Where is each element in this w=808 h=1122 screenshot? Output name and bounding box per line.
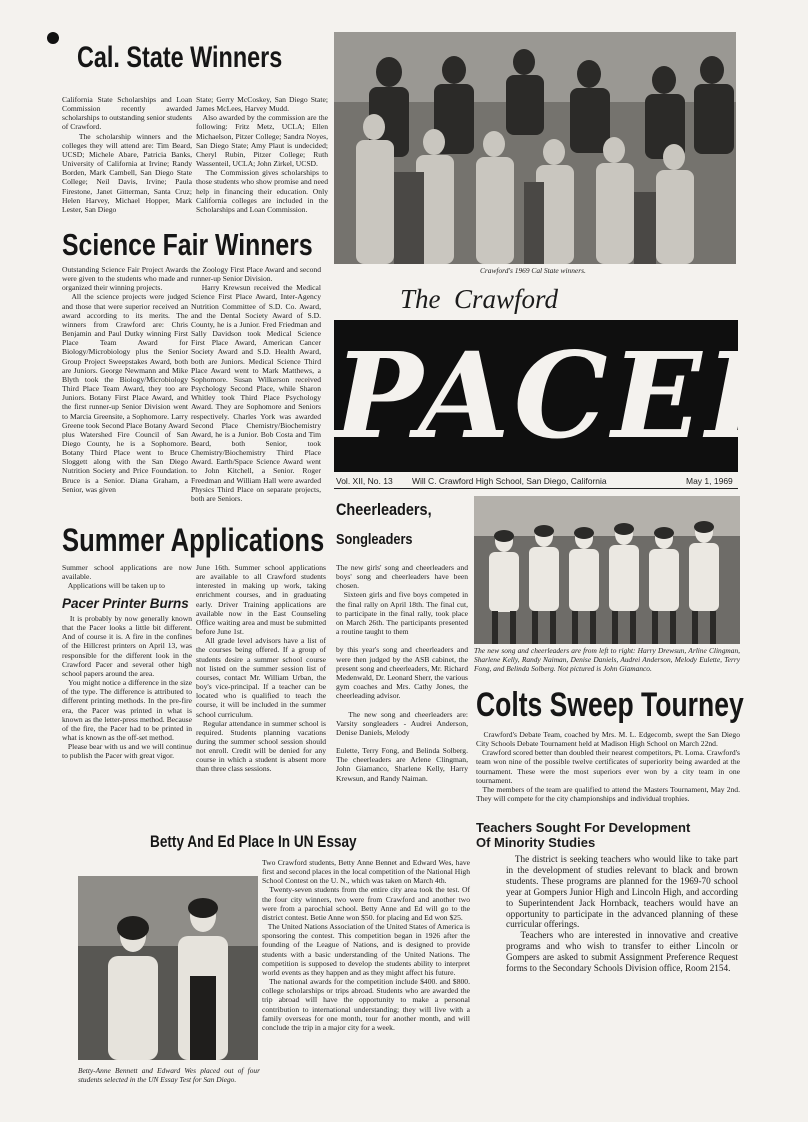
colts-body: Crawford's Debate Team, coached by Mrs. M. L. Edgecomb, swept the San Diego City Schools Debate Tournament held at Madison High School on March 22nd. Crawford scored better than doubled their nearest competitors, Pt. Loma. Crawford's team won nine of the possible twelve certificates of superiority being awarded at the tournament. These were the most superiors ever won by a city team in one tournament. The members of the team are qualified to attend the Masters Tournament, May 2nd. They will compete for the city championships and individual trophies.: [476, 730, 741, 804]
summer-headline: Summer Applications: [62, 522, 325, 558]
science-col1: Outstanding Science Fair Project Awards were given to the students who made and organized their winning projects. All the science projects were judged and those that were superior received an award according to its merits. The winners from Crawford are: Chris Benjamin and Paul Dutky winning First Place Team Award for Biology/Microbiology plus the Senior Group Project Sweepstakes Award, both are Juniors. George Newmann and Mike Blyth took the Biology/Microbiology Third Place Team Award, they too are Juniors. Botany First Place Award, and the first runner-up Senior Division went to Marcia Greensite, a Sophomore. Larry Greene took Second Place Botany Award plus Watershed Fire Council of San Diego County, he is a Sophomore. Botany Third Place went to Bruce Sloggett along with the San Diego Nutrition Society and Price Foundation. Bruce is a Senior. Diana Graham, a Senior, was given: [62, 265, 188, 494]
cheer-photo: [474, 496, 740, 644]
masthead-rule: [334, 488, 738, 489]
calstate-photo: [334, 32, 736, 264]
printer-body: It is probably by now generally known that the Pacer looks a little bit different. And of course it is. A fire in the confines of the Hillcrest printers on April 13, was responsible for the different look in the Crawford Pacer and several other high school papers around the area. You might notice a difference in the size of the type. The difference is attributed to different printing methods. In the pre-fire era, the Pacer was printed in what is known as the letter-press method. Because of the fire, the Pacer had to be printed in what is known as the off-set method. Please bear with us and we will continue to publish the Pacer with great vigor.: [62, 614, 192, 761]
printer-headline: Pacer Printer Burns: [62, 596, 189, 611]
masthead-title-box: [334, 320, 808, 472]
colts-headline: Colts Sweep Tourney: [476, 686, 744, 724]
masthead-volume: Vol. XII, No. 13: [336, 476, 393, 486]
cheer-photo-caption: The new song and cheerleaders are from left to right: Harry Drewsun, Arline Clingman, Sharlene Kelly, Randy Naiman, Denise Daniels, Audrei Anderson, Melody Eulette, Terry Fong, and Belinda Solberg. Not pictured is John Giamanco.: [474, 646, 740, 673]
teachers-body: The district is seeking teachers who would like to take part in the development of studies relevant to black and brown students. These programs are planned for the 1969-70 school year at Gompers Junior High and Lincoln High, and according to Superintendent Jack Hornback, teachers would have an opportunity to participate in the advanced planning of these curricular offerings. Teachers who are interested in innovative and creative programs and who wish to transfer to either Lincoln or Gompers are asked to submit Assignment Preference Request forms to the Secondary Schools Division office, Room 2154.: [506, 854, 739, 974]
cheer-headline-1: Cheerleaders,: [336, 500, 432, 519]
cheer-body: The new girls' song and cheerleaders and boys' song and cheerleaders have been chosen. Sixteen girls and five boys competed in the final rally on April 18th. The final cut, to participate in the final rally, took place on March 26th. The participants presented a routine taught to them by this year's song and cheerleaders and were then judged by the ASB cabinet, the present song and cheerleaders, Mr. Richard Medenwald, Dr. Leonard Sherr, the various gym coaches and Mrs. Cathy Jones, the cheerleading advisor. The new song and cheerleaders are: Varsity songleaders - Audrei Anderson, Denise Daniels, Melody Eulette, Terry Fong, and Belinda Solberg. The cheerleaders are Arlene Clingman, John Giamanco, Sharlene Kelly, Harry Krewsun, and Randy Naiman.: [336, 563, 468, 783]
summer-col1: Summer school applications are now available. Applications will be taken up to: [62, 563, 192, 591]
un-body: Two Crawford students, Betty Anne Bennet and Edward Wes, have first and second places in the local competition of the National High School Contest on the U. N., which was taken on March 4th. Twenty-seven students from the entire city area took the test. Of the four city winners, two were from Crawford and another two were from a parochial school. Betty Anne and Ed will go to the district contest. Betie Anne won $50. for placing and Ed won $25. The United Nations Association of the United States of America is sponsoring the contest. This competition began in 1926 after the founding of the League of Nations, and is designed to provide students with a basic understanding of the United Nations. The competition is supposed to develop the students ability to interpret world events as they happen and as they might affect his future. The national awards for the competition include $400. and $800. college scholarships or trips abroad. Students who are awarded the trip abroad will have the opportunity to make a personal contribution to international understanding; they will live with a family overseas for one month, tour for another month, and will conclude the trip in a major city for a week.: [262, 858, 470, 1032]
teachers-headline-2: Of Minority Studies: [476, 835, 596, 850]
science-headline: Science Fair Winners: [62, 227, 313, 262]
un-headline: Betty And Ed Place In UN Essay: [150, 832, 357, 851]
bullet-dot: [47, 32, 59, 44]
calstate-col2: State; Gerry McCoskey, San Diego State; James McLees, Harvey Mudd. Also awarded by the commission are the following: Fritz Metz, UCLA; Ellen Michaelson, Pitzer College; Sandra Noyes, San Diego State; Amy Plaut is undecided; Cheryl Rubin, Pitzer College; Ruth Wassenteil, UCLA; John Zirkel, UCSD. The Commission gives scholarships to those students who show promise and need help in financing their education. Only California colleges are included in the Scholarships and Loan Commission.: [196, 95, 328, 214]
teachers-headline-1: Teachers Sought For Development: [476, 820, 691, 835]
masthead-the-crawford: The Crawford: [400, 284, 559, 314]
masthead-date: May 1, 1969: [686, 476, 733, 486]
masthead-title: PACER: [334, 326, 808, 465]
summer-col2: June 16th. Summer school applications are available to all Crawford students interested in making up work, taking enrichment courses, and in graduating early. Driver Training applications are available now in the East Counseling Office waiting area and must be submitted before June 1st. All grade level advisors have a list of the courses being offered. If a group of students desire a summer school course not listed on the summer session list of courses, contact Mr. William Urban, the boy's vice-principal. If a teacher can be located who is qualified to teach the course, it will be included in the summer school curriculum. Regular attendance in summer school is required. Students planning vacations during the summer school session should not enroll. Credit will be denied for any course in which a student is absent more than three class sessions.: [196, 563, 326, 774]
masthead-school: Will C. Crawford High School, San Diego, California: [412, 476, 607, 486]
calstate-headline: Cal. State Winners: [77, 41, 283, 74]
un-photo: [78, 876, 258, 1060]
calstate-photo-caption: Crawford's 1969 Cal State winners.: [480, 266, 586, 275]
science-col2: the Zoology First Place Award and second runner-up Senior Division. Harry Krewsun received the Medical Science First Place Award, Inter-Agency Nutrition Committee of S.D. Co. Award, and the Dental Society Award of S.D. County, he is a Junior. Fred Friedman and Sally Davidson took Medical Science First Place Award, American Cancer Society Award and S.D. Health Award, both are Juniors. Medical Science Third Place Award went to Mark Matthews, a Sophomore. Susan Wilkerson received Psychology Second Place, while Sharon Whitley took Third Place Psychology Award. They are Sophomore and Seniors respectively. Charles York was awarded Second Place Chemistry/Biochemistry Award, he is a Junior. Bob Costa and Tim Beard, both Senior, took Chemistry/Biochemistry Third Place Award. Earth/Space Science Award went to John Kitchell, a Senior. Roger Freedman and William Hall were awarded Physics Third Place on separate projects, both are Seniors.: [191, 265, 321, 503]
calstate-col1: California State Scholarships and Loan Commission recently awarded scholarships to outstanding senior students of Crawford. The scholarship winners and the colleges they will attend are: Tim Beard, UCSD; Michele Abare, Patricia Banks, University of California at Irvine; Randy Borden, Mark Cambell, San Diego State College; Neil Davis, Irvine; Paula Firestone, Janet Gitterman, Santa Cruz; Helen Harvey, Michael Hopper, Mark Lester, San Diego: [62, 95, 192, 214]
cheer-headline-2: Songleaders: [336, 531, 413, 548]
un-photo-caption: Betty-Anne Bennett and Edward Wes placed out of four students selected in the UN Essay Test for San Diego.: [78, 1066, 260, 1084]
